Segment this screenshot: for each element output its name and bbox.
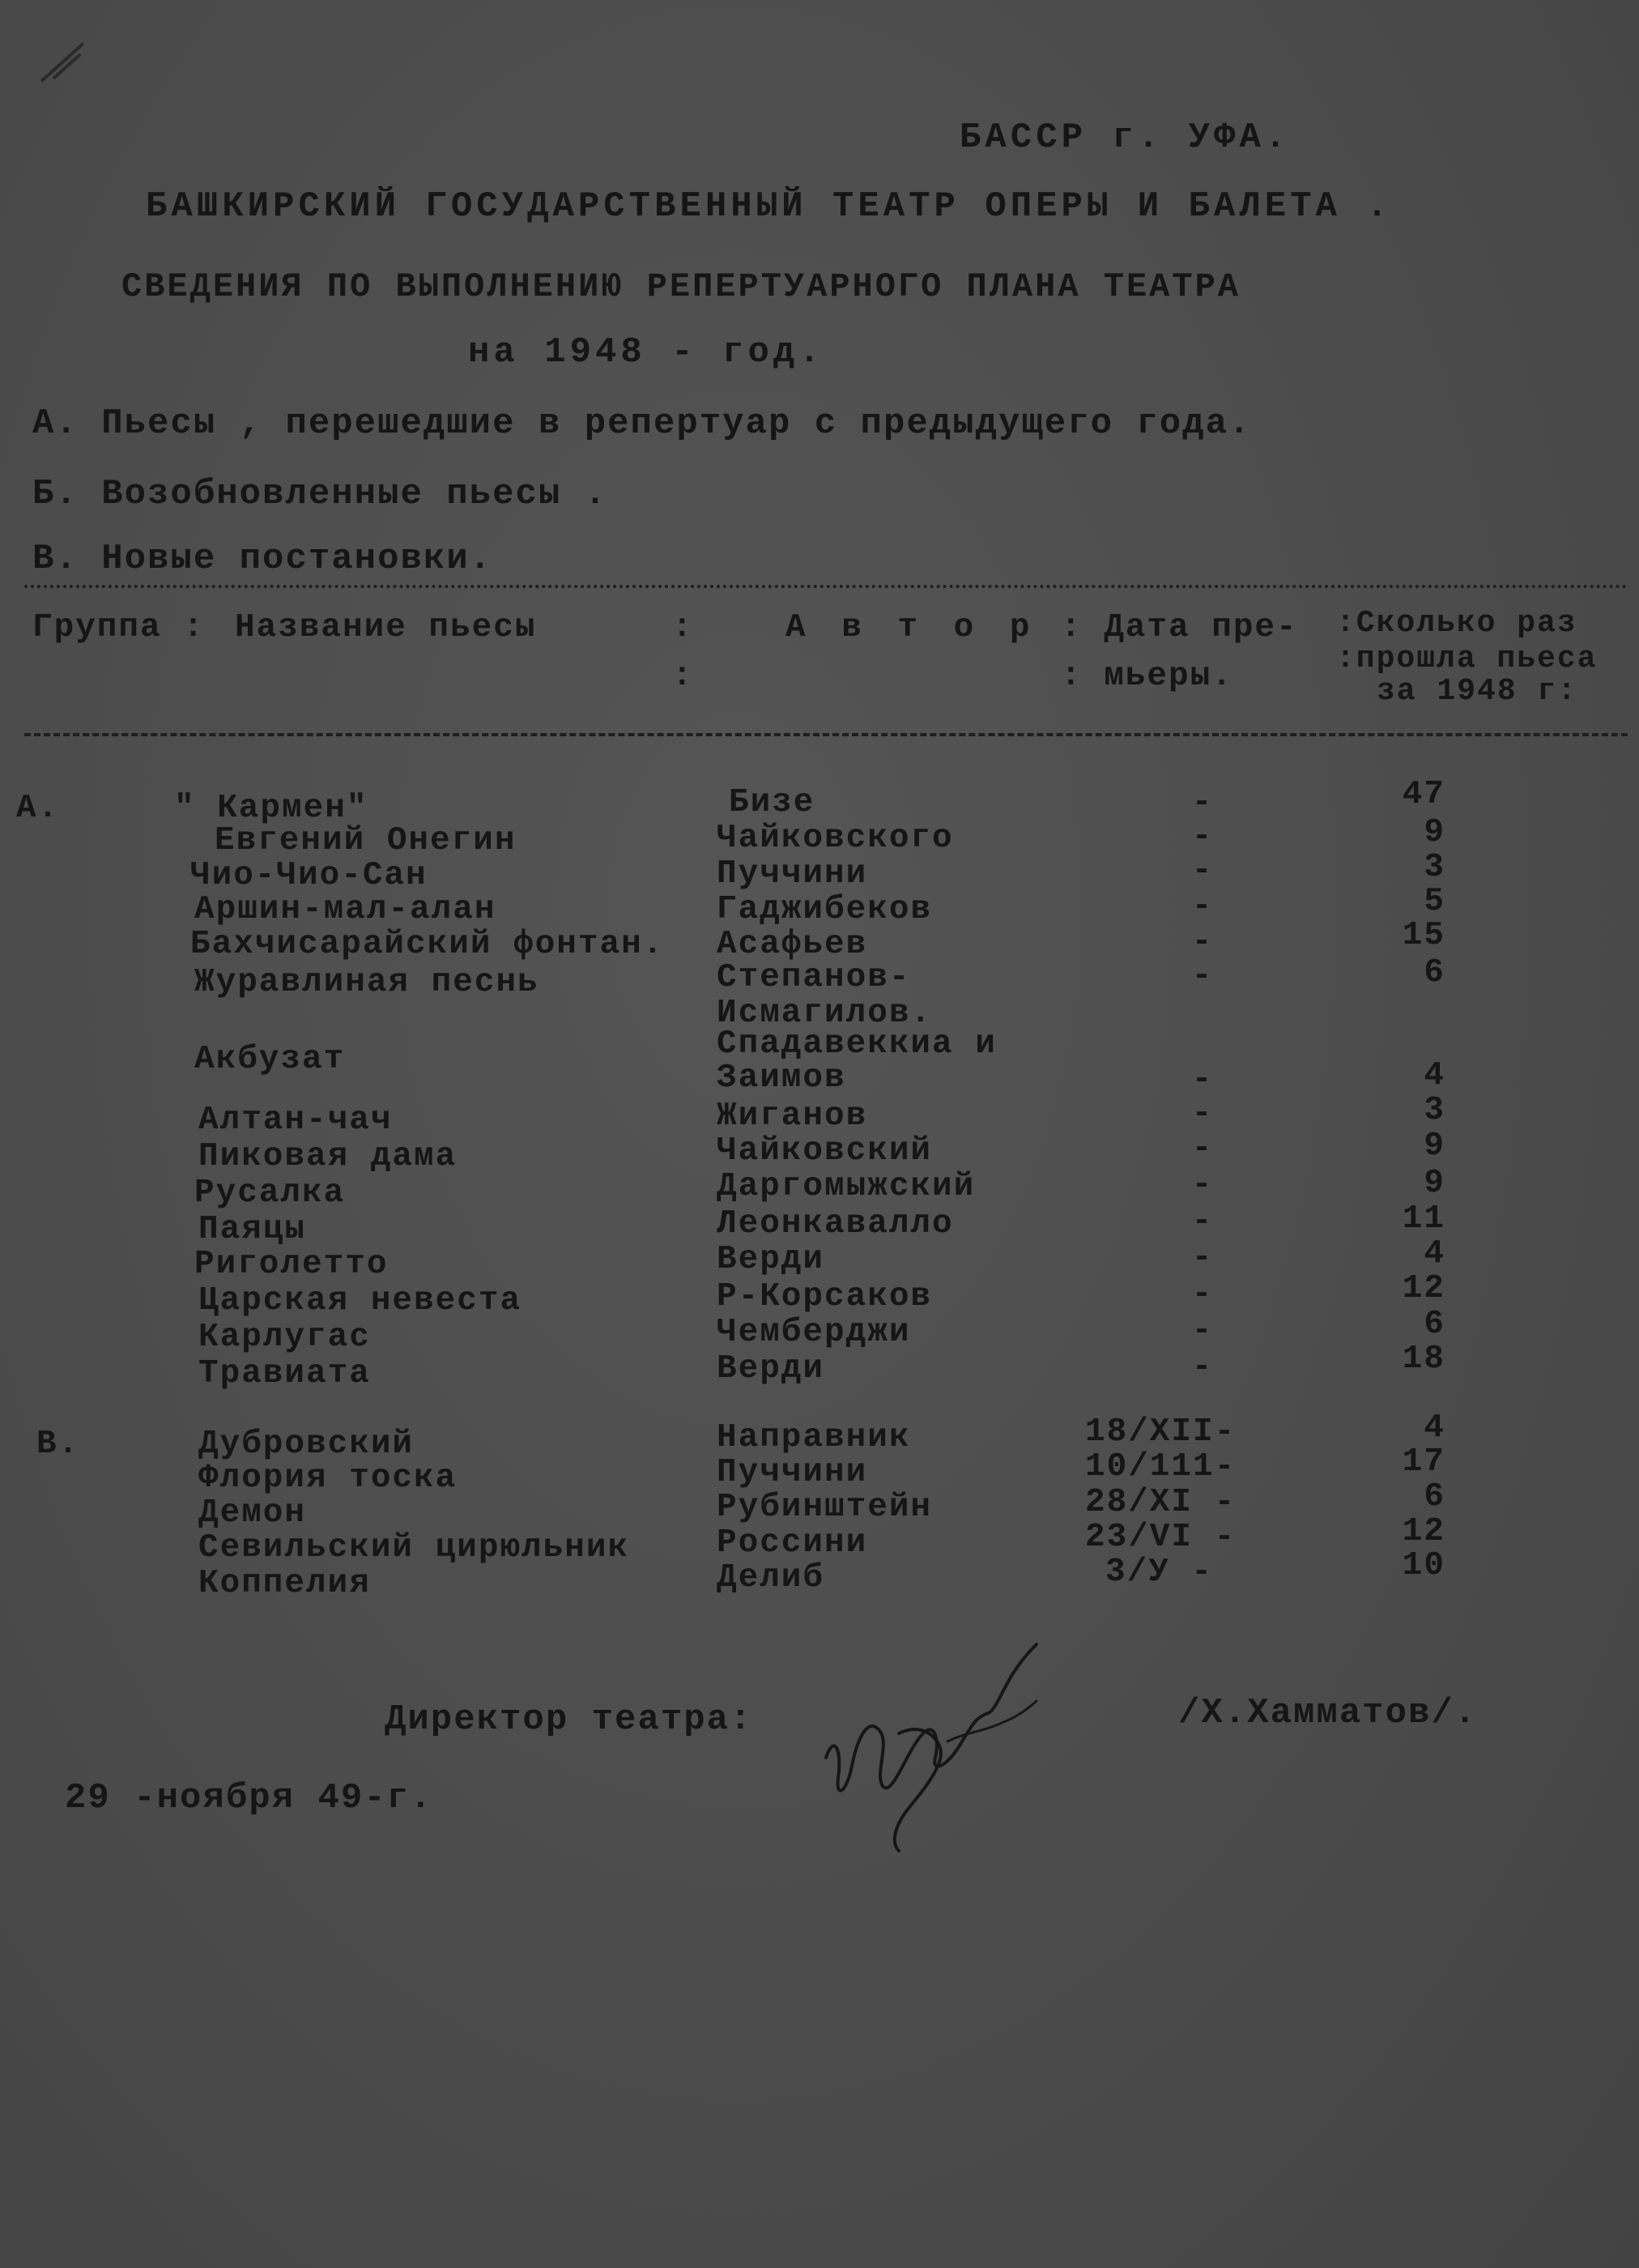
performance-count: 4 [1424, 1057, 1445, 1094]
play-name: Пиковая дама [198, 1138, 458, 1175]
group-label-c: В. [36, 1426, 80, 1463]
premiere-date: - [1191, 1166, 1214, 1204]
play-author: Рубинштейн [717, 1489, 933, 1526]
play-author: Чайковского [717, 820, 954, 857]
column-premiere-cont: : мьеры. [1061, 658, 1233, 695]
section-b-heading: Б. Возобновленные пьесы . [32, 474, 608, 514]
premiere-date: 3/У - [1105, 1554, 1214, 1591]
performance-count: 10 [1402, 1547, 1445, 1584]
play-author: Леонкавалло [717, 1205, 954, 1243]
performance-count: 3 [1424, 849, 1445, 886]
play-author: Россини [717, 1524, 868, 1562]
performance-count: 12 [1402, 1270, 1445, 1307]
play-name: Евгений Онегин [215, 822, 517, 859]
column-count-cont: за 1948 г: [1377, 674, 1578, 709]
premiere-date: - [1191, 852, 1214, 889]
performance-count: 18 [1402, 1341, 1445, 1378]
document-title: СВЕДЕНИЯ ПО ВЫПОЛНЕНИЮ РЕПЕРТУАРНОГО ПЛАНА ТЕАТРА [121, 267, 1241, 306]
play-name: Демон [198, 1494, 307, 1532]
performance-count: 47 [1402, 776, 1445, 813]
play-author: Верди [717, 1350, 825, 1388]
play-name: Травиата [198, 1355, 371, 1392]
column-author: А в т о р [785, 609, 1038, 646]
play-author: Гаджибеков [717, 891, 933, 928]
premiere-date: - [1191, 818, 1214, 855]
corner-mark [40, 42, 85, 83]
premiere-date: 28/XI - [1085, 1484, 1237, 1521]
header-rule-top [24, 585, 1628, 588]
column-premiere: : Дата пре- [1061, 609, 1298, 646]
performance-count: 9 [1424, 1128, 1445, 1165]
play-name: " Кармен" [174, 790, 368, 827]
play-author: Пуччини [717, 1454, 868, 1491]
premiere-date: - [1191, 1130, 1214, 1167]
play-name: Дубровский [198, 1426, 415, 1463]
region-line: БАССР г. УФА. [960, 117, 1291, 158]
section-c-heading: В. Новые постановки. [32, 539, 493, 579]
play-author: Чемберджи [717, 1314, 911, 1351]
premiere-date: - [1191, 1061, 1214, 1098]
document-date: 29 -ноября 49-г. [65, 1778, 433, 1818]
play-name: Аршин-мал-алан [194, 891, 496, 928]
performance-count: 17 [1402, 1443, 1445, 1481]
premiere-date: - [1191, 1203, 1214, 1240]
performance-count: 12 [1402, 1513, 1445, 1550]
play-author: Р-Корсаков [717, 1278, 933, 1315]
play-author: Жиганов [717, 1098, 868, 1135]
play-author: Асафьев [717, 926, 868, 963]
premiere-date: - [1191, 1349, 1214, 1386]
play-author: Чайковский [717, 1132, 933, 1170]
play-name: Журавлиная песнь [194, 964, 539, 1001]
column-name-separator: : [672, 658, 694, 695]
performance-count: 5 [1424, 883, 1445, 920]
column-count: :Сколько раз [1336, 606, 1577, 641]
play-name: Акбузат [194, 1041, 346, 1078]
premiere-date: - [1191, 923, 1214, 961]
performance-count: 6 [1424, 1478, 1445, 1516]
play-name: Царская невеста [198, 1282, 522, 1319]
header-rule-bottom [24, 733, 1628, 736]
play-author: Направник [717, 1419, 911, 1456]
play-name: Бахчисарайский фонтан. [190, 926, 665, 963]
premiere-date: - [1191, 1239, 1214, 1277]
performance-count: 15 [1402, 917, 1445, 954]
premiere-date: - [1191, 1276, 1214, 1313]
section-a-heading: А. Пьесы , перешедшие в репертуар с предыдущего года. [32, 403, 1252, 444]
column-name: Название пьесы [235, 609, 537, 646]
performance-count: 9 [1424, 1165, 1445, 1202]
play-name: Риголетто [194, 1246, 389, 1283]
performance-count: 4 [1424, 1235, 1445, 1273]
premiere-date: 23/VI - [1085, 1519, 1237, 1556]
play-author: Делиб [717, 1559, 825, 1597]
play-author: Бизе [729, 784, 815, 821]
premiere-date: 18/XII- [1085, 1413, 1237, 1451]
premiere-date: - [1191, 888, 1214, 925]
play-author: Степанов-Исмагилов. [717, 959, 933, 1032]
performance-count: 4 [1424, 1409, 1445, 1447]
premiere-date: - [1191, 957, 1214, 995]
premiere-date: - [1191, 784, 1214, 821]
performance-count: 11 [1402, 1200, 1445, 1238]
play-name: Карлугас [198, 1319, 371, 1356]
column-group: Группа : [32, 609, 205, 646]
play-name: Чио-Чио-Сан [190, 857, 428, 894]
performance-count: 3 [1424, 1092, 1445, 1129]
institution-line: БАШКИРСКИЙ ГОСУДАРСТВЕННЫЙ ТЕАТР ОПЕРЫ И БАЛЕТА . [146, 186, 1392, 227]
performance-count: 9 [1424, 814, 1445, 851]
play-name: Севильский цирюльник [198, 1529, 630, 1567]
column-count-cont: :прошла пьеса [1336, 642, 1598, 676]
play-author: Пуччини [717, 855, 868, 893]
play-name: Паяцы [198, 1211, 307, 1248]
director-label: Директор театра: [385, 1699, 753, 1740]
performance-count: 6 [1424, 954, 1445, 991]
play-name: Алтан-чач [198, 1102, 393, 1139]
director-name: /Х.Хамматов/. [1178, 1693, 1478, 1733]
premiere-date: - [1191, 1312, 1214, 1349]
play-name: Флория тоска [198, 1460, 458, 1497]
premiere-date: 10/111- [1085, 1448, 1237, 1486]
document-year: на 1948 - год. [468, 332, 824, 373]
play-author: Даргомыжский [717, 1168, 976, 1205]
performance-count: 6 [1424, 1306, 1445, 1343]
play-name: Коппелия [198, 1565, 371, 1602]
director-signature [802, 1636, 1142, 1863]
play-author: Верди [717, 1241, 825, 1278]
column-name-separator: : [672, 609, 694, 646]
premiere-date: - [1191, 1095, 1214, 1132]
group-label-a: А. [16, 790, 60, 827]
play-author: Спадавеккиа и Заимов [717, 1025, 997, 1097]
play-name: Русалка [194, 1174, 346, 1212]
